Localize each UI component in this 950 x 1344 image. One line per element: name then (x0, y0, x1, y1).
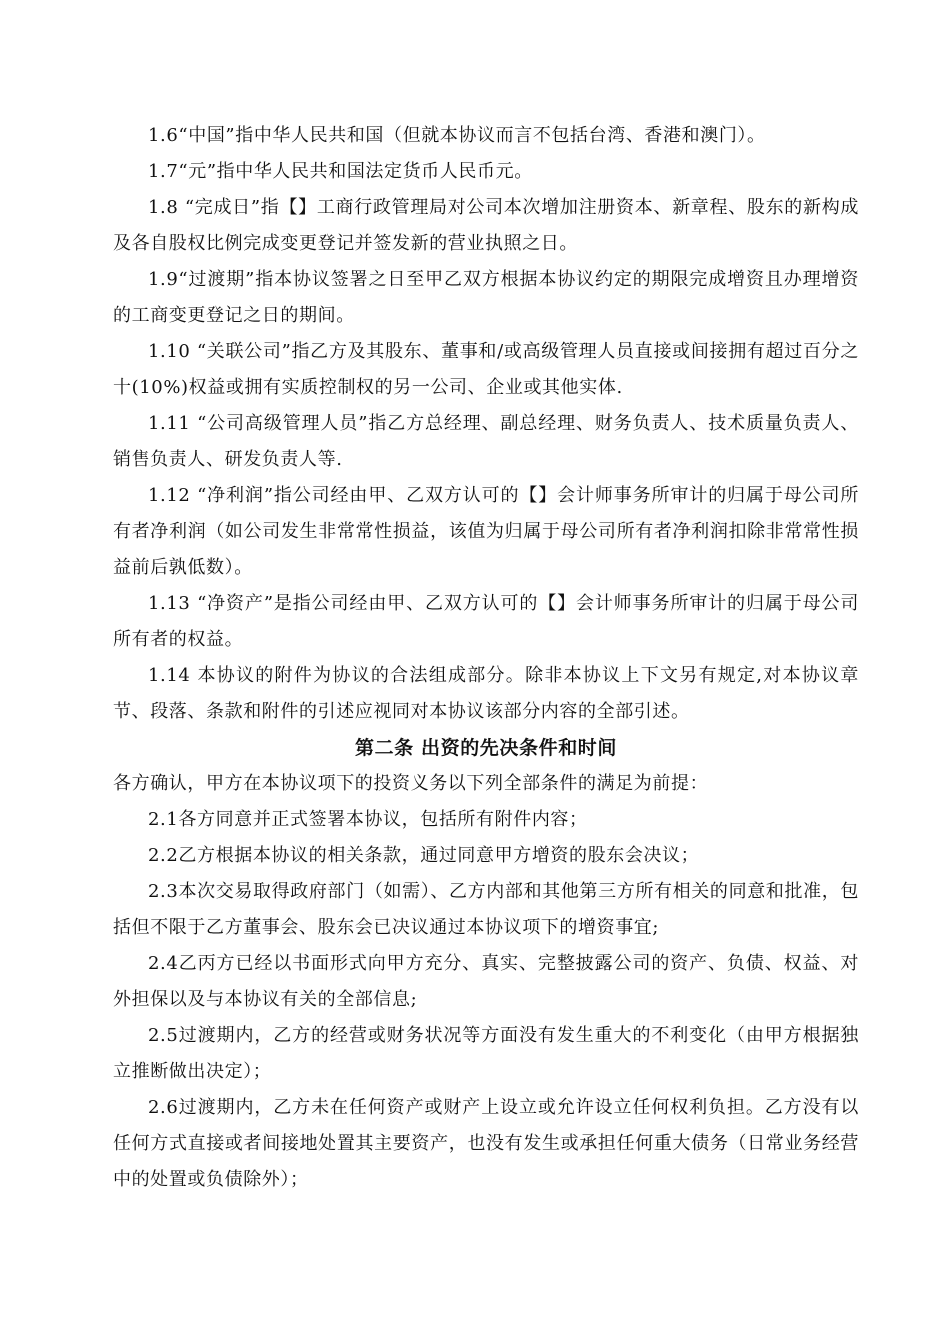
clause-1-11: 1.11 “公司高级管理人员”指乙方总经理、副总经理、财务负责人、技术质量负责人、销售负责人、研发负责人等. (113, 413, 859, 470)
section-intro: 各方确认，甲方在本协议项下的投资义务以下列全部条件的满足为前提： (113, 773, 709, 794)
clause-1-7: 1.7“元”指中华人民共和国法定货币人民币元。 (148, 161, 533, 182)
clause-1-6: 1.6“中国”指中华人民共和国（但就本协议而言不包括台湾、香港和澳门）。 (148, 125, 766, 146)
clause-1-8: 1.8 “完成日”指【】工商行政管理局对公司本次增加注册资本、新章程、股东的新构成及各自股权比例完成变更登记并签发新的营业执照之日。 (113, 197, 859, 254)
clause-2-3: 2.3本次交易取得政府部门（如需）、乙方内部和其他第三方所有相关的同意和批准，包括但不限于乙方董事会、股东会已决议通过本协议项下的增资事宜; (113, 881, 859, 938)
clause-1-12: 1.12 “净利润”指公司经由甲、乙双方认可的【】会计师事务所审计的归属于母公司所有者净利润（如公司发生非常常性损益，该值为归属于母公司所有者净利润扣除非常常性损益前后孰低数）。 (113, 485, 859, 578)
clause-1-14: 1.14 本协议的附件为协议的合法组成部分。除非本协议上下文另有规定,对本协议章节、段落、条款和附件的引述应视同对本协议该部分内容的全部引述。 (113, 665, 859, 722)
clause-2-6: 2.6过渡期内，乙方未在任何资产或财产上设立或允许设立任何权利负担。乙方没有以任何方式直接或者间接地处置其主要资产，也没有发生或承担任何重大债务（日常业务经营中的处置或负债除外）； (113, 1097, 859, 1190)
clause-1-13: 1.13 “净资产”是指公司经由甲、乙双方认可的【】会计师事务所审计的归属于母公司所有者的权益。 (113, 593, 859, 650)
clause-2-4: 2.4乙丙方已经以书面形式向甲方充分、真实、完整披露公司的资产、负债、权益、对外担保以及与本协议有关的全部信息; (113, 953, 859, 1010)
clause-2-1: 2.1各方同意并正式签署本协议，包括所有附件内容； (148, 809, 588, 830)
clause-1-9: 1.9“过渡期”指本协议签署之日至甲乙双方根据本协议约定的期限完成增资且办理增资的工商变更登记之日的期间。 (113, 269, 859, 326)
document-body (113, 118, 859, 1198)
section-heading: 第二条 出资的先决条件和时间 (354, 737, 617, 759)
clause-2-2: 2.2乙方根据本协议的相关条款，通过同意甲方增资的股东会决议； (148, 845, 700, 866)
clause-1-10: 1.10 “关联公司”指乙方及其股东、董事和/或高级管理人员直接或间接拥有超过百分之十(10%)权益或拥有实质控制权的另一公司、企业或其他实体. (113, 341, 859, 398)
clause-2-5: 2.5过渡期内，乙方的经营或财务状况等方面没有发生重大的不利变化（由甲方根据独立推断做出决定）； (113, 1025, 859, 1082)
